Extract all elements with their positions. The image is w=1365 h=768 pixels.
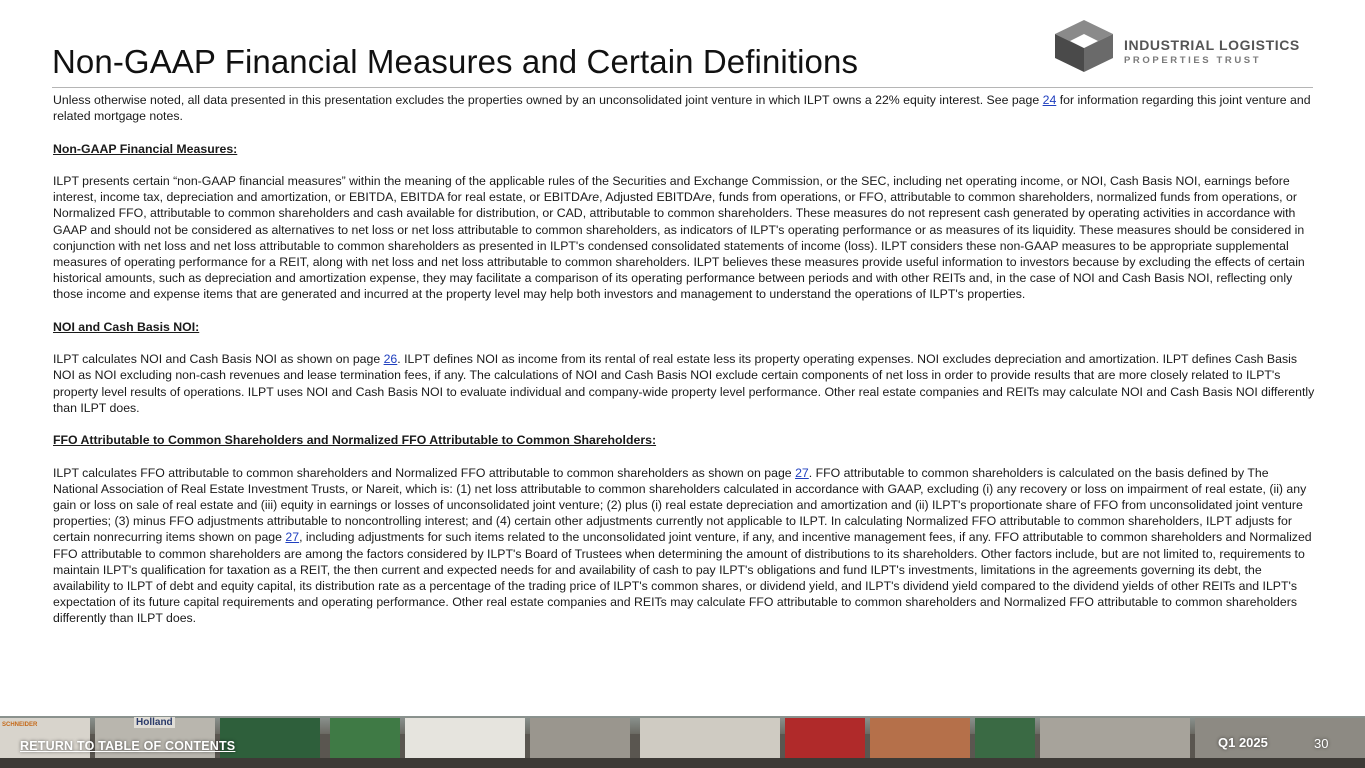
page-24-link[interactable]: 24 (1042, 93, 1057, 107)
title-divider (52, 87, 1313, 88)
page-27-link[interactable]: 27 (795, 465, 809, 480)
document-body (53, 92, 1315, 643)
non-gaap-paragraph: ILPT presents certain “non-GAAP financial measures” within the meaning of the applicable rules of the Securities and Exchange Commission, or the SEC, including net operating income, or NOI, Cash Basis NOI, earnings before interest, income tax, depreciation and amortization, or EBITDA, EBITDA for real estate, or EBITDAre, Adjusted EBITDAre, funds from operations, or FFO, attributable to common shareholders, normalized funds from operations, or Normalized FFO, attributable to common shareholders and cash available for distribution, or CAD, attributable to common shareholders. These measures do not represent cash generated by operating activities in accordance with GAAP and should not be considered as alternatives to net loss or net loss attributable to common shareholders, as indicators of ILPT's operating performance or as measures of its liquidity. These measures should be considered in conjunction with net loss and net loss attributable to common shareholders as presented in ILPT's condensed consolidated statements of income (loss). ILPT considers these non-GAAP measures to be appropriate supplemental measures of operating performance for a REIT, along with net loss and net loss attributable to common shareholders. ILPT believes these measures provide useful information to investors because by excluding the effects of certain historical amounts, such as depreciation and amortization expense, they may facilitate a comparison of its operating performance between periods and with other REITs and, in the case of NOI and Cash Basis NOI, reflecting only those income and expense items that are generated and incurred at the property level may help both investors and management to understand the operations of ILPT's properties. (53, 173, 1305, 302)
trailer-image (405, 718, 525, 758)
section-heading-non-gaap: Non-GAAP Financial Measures: (53, 141, 238, 156)
logo-cube-icon (1054, 20, 1114, 74)
noi-paragraph: ILPT calculates NOI and Cash Basis NOI as shown on page 26. ILPT defines NOI as income from its rental of real estate less its property operating expenses. NOI excludes depreciation and amortization. ILPT defines Cash Basis NOI as NOI excluding non-cash revenues and lease termination fees, if any. The calculations of NOI and Cash Basis NOI exclude certain components of net loss in order to provide results that are more closely related to ILPT's property level results of operations. ILPT uses NOI and Cash Basis NOI to evaluate individual and company-wide property level performance. Other real estate companies and REITs may calculate NOI and Cash Basis NOI differently than ILPT does. (53, 352, 1315, 415)
intro-paragraph: Unless otherwise noted, all data presented in this presentation excludes the properties owned by an unconsolidated joint venture in which ILPT owns a 22% equity interest. See page 24 for information regarding this joint venture and related mortgage notes. (53, 93, 1311, 124)
page-26-link[interactable]: 26 (383, 352, 398, 367)
trailer-image (975, 718, 1035, 758)
trailer-image (530, 718, 630, 758)
trailer-image (1040, 718, 1190, 758)
logo-name-line1: INDUSTRIAL LOGISTICS (1124, 37, 1300, 53)
ffo-paragraph: ILPT calculates FFO attributable to common shareholders and Normalized FFO attributable to common shareholders as shown on page 27. FFO attributable to common shareholders is calculated on the basis defined by The National Association of Real Estate Investment Trusts, or Nareit, which is: (1) net loss attributable to common shareholders calculated in accordance with GAAP, excluding (i) any recovery or loss on impairment of real estate, (ii) any gain or loss on sale of real estate and (iii) equity in earnings or losses of unconsolidated joint venture; (2) plus (i) real estate depreciation and amortization and (ii) ILPT's proportionate share of FFO from unconsolidated joint venture properties; (3) minus FFO adjustments attributable to noncontrolling interest; and (4) certain other adjustments currently not applicable to ILPT. In calculating Normalized FFO attributable to common shareholders, ILPT adjusts for certain nonrecurring items shown on page 27, including adjustments for such items related to the unconsolidated joint venture, if any, and incentive management fees, if any. FFO attributable to common shareholders and Normalized FFO attributable to common shareholders are among the factors considered by ILPT's Board of Trustees when determining the amount of distributions to its shareholders. Other factors include, but are not limited to, requirements to maintain ILPT's qualification for taxation as a REIT, the then current and expected needs for and availability of cash to pay ILPT's obligations and fund ILPT's investments, limitations in the agreements governing its debt, the availability to ILPT of debt and equity capital, its distribution rate as a percentage of the trading price of ILPT's common shares, or dividend yield, and ILPT's dividend yield compared to the dividend yields of other REITs and ILPT's expectation of its future capital requirements and operating performance. Other real estate companies and REITs may calculate FFO attributable to common shareholders and Normalized FFO attributable to common shareholders differently than ILPT does. (53, 465, 1312, 626)
return-to-toc-link[interactable]: RETURN TO TABLE OF CONTENTS (20, 739, 236, 753)
logo-name-line2: PROPERTIES TRUST (1124, 55, 1262, 66)
page-title: Non-GAAP Financial Measures and Certain Definitions (52, 43, 859, 80)
page-27-link-2[interactable]: 27 (285, 530, 300, 545)
photo-sign-holland: Holland (136, 717, 173, 728)
page-number: 30 (1314, 736, 1329, 751)
trailer-image (640, 718, 780, 758)
quarter-label: Q1 2025 (1218, 735, 1268, 750)
section-heading-noi: NOI and Cash Basis NOI: (53, 319, 200, 334)
trailer-image (870, 718, 970, 758)
truck-image (785, 718, 865, 758)
company-logo (1054, 20, 1319, 74)
trailer-image (330, 718, 400, 758)
photo-sign-schneider: SCHNEIDER (2, 722, 38, 728)
section-heading-ffo: FFO Attributable to Common Shareholders and Normalized FFO Attributable to Common Shareholders: (53, 433, 657, 448)
